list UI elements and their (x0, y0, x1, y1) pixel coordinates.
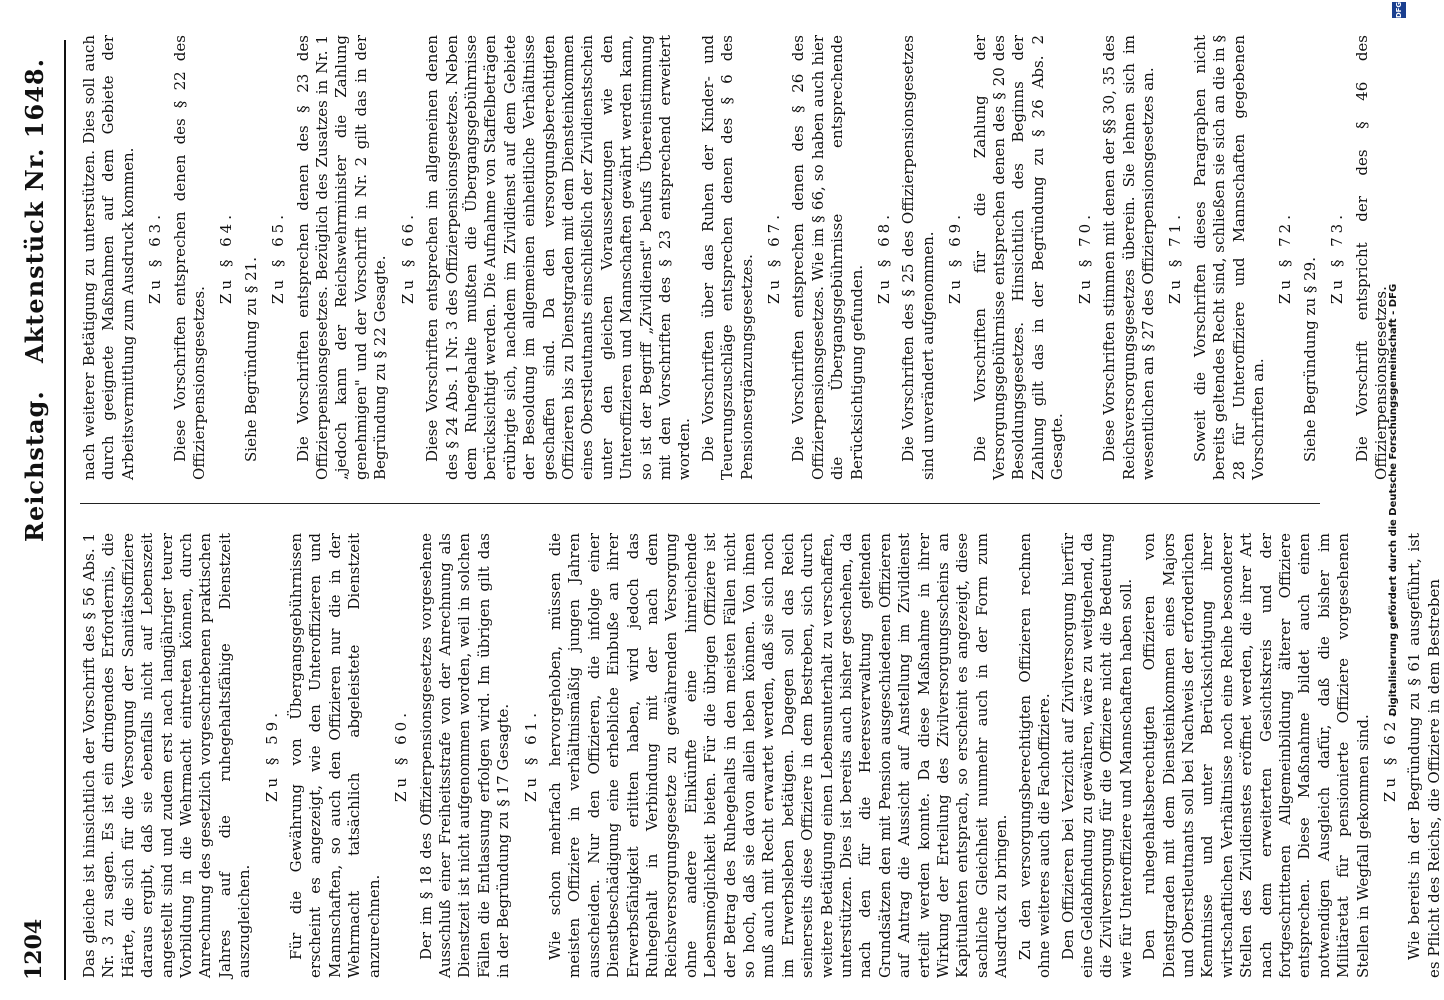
body-paragraph: Diese Vorschriften stimmen mit denen der §§ 30, 35 des Reichsversorgungsgesetzes überein. Sie lehnen sich im wesentlichen an § 27 des Offizierpensionsgesetzes an. (1100, 35, 1157, 480)
body-paragraph: Soweit die Vorschriften dieses Paragraphen nicht bereits geltendes Recht sind, schließen sie sich an die in § 28 für Unteroffiziere und Mannschaften gegebenen Vorschriften an. (1190, 35, 1267, 480)
dfg-logo: DFG (1392, 2, 1406, 18)
body-paragraph: Diese Vorschriften entsprechen denen des § 22 des Offizierpensionsgesetzes. (170, 35, 209, 480)
body-paragraph: Die Vorschrift entspricht der des § 46 des Offizierpensionsgesetzes. (1352, 35, 1390, 480)
section-heading: Zu § 61. (521, 709, 540, 802)
body-paragraph: Die Vorschriften für die Zahlung der Versorgungsgebührnisse entsprechen denen des § 20 des Besoldungsgesetzes. Hinsichtlich des Beginns der Zahlung gilt das in der Begründung zu § 26 Abs. 2 Gesagte. (970, 35, 1067, 480)
section-heading: Zu § 70. (1075, 211, 1094, 304)
body-paragraph: Zu den versorgungsberechtigten Offizieren rechnen ohne weiteres auch die Fachoffiziere. (1015, 533, 1054, 978)
body-paragraph: Die Vorschriften des § 25 des Offizierpensionsgesetzes sind unverändert aufgenommen. (899, 35, 937, 480)
section-heading: Zu § 72. (1276, 211, 1295, 304)
page-header (4, 40, 66, 980)
body-paragraph: Den Offizieren bei Verzicht auf Zivilversorgung hierfür eine Geldabfindung zu gewähren, wäre zu weitgehend, da die Zivilversorgung für die Offiziere nicht die Bedeutung wie für Unteroffiziere und Mannschaften haben soll. (1058, 533, 1135, 978)
body-paragraph: Wie schon mehrfach hervorgehoben, müssen die meisten Offiziere in verhältnismäßig jungen Jahren ausscheiden. Nur den Offizieren, die infolge einer Dienstbeschädigung eine erhebliche Einbuße an ihrer Erwerbsfähigkeit erlitten haben, wird jedoch das Ruhegehalt in Verbindung mit der nach dem Reichsversorgungsgesetze zu gewährenden Versorgung ohne andere Einkünfte eine hinreichende Lebensmöglichkeit bieten. Für die übrigen Offiziere ist der Betrag des Ruhegehalts in den meisten Fällen nicht so hoch, daß sie davon allein leben können. Von ihnen muß auch mit Recht erwartet werden, daß sie sich noch im Erwerbsleben betätigen. Dagegen soll das Reich seinerseits diese Offiziere in dem Bestreben, sich durch weitere Betätigung einen Lebensunterhalt zu verschaffen, unterstützen. Dies ist bereits auch bisher geschehen, da nach den für die Heeresverwaltung geltenden Grundsätzen den mit Pension ausgeschiedenen Offizieren auf Antrag die Aussicht auf Anstellung im Zivildienst erteilt werden konnte. Da diese Maßnahme in ihrer Wirkung der Erteilung des Zivilversorgungsscheins an Kapitulanten entsprach, so erscheint es angezeigt, diese sachliche Gleichheit nunmehr auch in der Form zum Ausdruck zu bringen. (545, 533, 1011, 978)
section-heading: Zu § 64. (217, 211, 236, 304)
body-paragraph: Die Vorschriften entsprechen denen des § 23 des Offizierpensionsgesetzes. Bezüglich des Zusatzes in Nr. 1 „jedoch kann der Reichswehrminister die Zahlung genehmigen" und der Vorschrift in Nr. 2 gilt das in der Begründung zu § 22 Gesagte. (293, 35, 390, 480)
left-text-column (80, 533, 1443, 978)
body-paragraph: Siehe Begründung zu § 21. (241, 257, 260, 462)
section-heading: Zu § 69. (946, 211, 965, 304)
right-text-column (80, 35, 1390, 480)
section-heading: Zu § 71. (1166, 211, 1185, 304)
body-paragraph: Wie bereits in der Begründung zu § 61 ausgeführt, ist es Pflicht des Reichs, die Offiziere in dem Bestreben (1405, 533, 1443, 978)
body-paragraph: Diese Vorschriften entsprechen im allgemeinen denen des § 24 Abs. 1 Nr. 3 des Offizierpensionsgesetzes. Neben dem Ruhegehalte mußten die Übergangsgebührnisse berücksichtigt werden. Die Aufnahme von Staffelbeträgen erübrigte sich, nachdem im Zivildienst auf dem Gebiete der Besoldung im allgemeinen einheitliche Verhältnisse geschaffen sind. Da den versorgungsberechtigten Offizieren bis zu Dienstgraden mit dem Diensteinkommen eines Oberstleutnants einschließlich der Zivildienstschein unter den gleichen Voraussetzungen wie den Unteroffizieren und Mannschaften gewährt werden kann, so ist der Begriff „Zivildienst" behufs Übereinstimmung mit den Vorschriften des § 23 entsprechend erweitert worden. (423, 35, 694, 480)
page-number: 1204 (21, 918, 47, 980)
section-heading: Zu § 73. (1328, 211, 1347, 304)
chamber-title: Reichstag. (19, 390, 49, 542)
body-paragraph: Den ruhegehaltsberechtigten Offizieren von Dienstgraden mit dem Diensteinkommen eines Majors und Oberstleutnants soll bei Nachweis der erforderlichen Kenntnisse und unter Berücksichtigung ihrer wirtschaftlichen Verhältnisse noch eine Reihe besonderer Stellen des Zivildienstes eröffnet werden, die ihrer Art nach dem erweiterten Gesichtskreis und der fortgeschrittenen Allgemeinbildung älterer Offiziere entsprechen. Diese Maßnahme bildet auch einen notwendigen Ausgleich dafür, daß die bisher im Militäretat für pensionierte Offiziere vorgesehenen Stellen in Wegfall gekommen sind. (1140, 533, 1372, 978)
running-head (20, 40, 49, 542)
section-heading: Zu § 60. (392, 709, 411, 802)
body-paragraph: Für die Gewährung von Übergangsgebührnissen erscheint es angezeigt, wie den Unteroffizieren und Mannschaften, so auch den Offizieren nur die in der Wehrmacht tatsächlich abgeleistete Dienstzeit anzurechnen. (287, 533, 383, 978)
body-paragraph: nach weiterer Betätigung zu unterstützen. Dies soll auch durch geeignete Maßnahmen auf dem Gebiete der Arbeitsvermittlung zum Ausdruck kommen. (80, 35, 137, 480)
body-paragraph: Siehe Begründung zu § 29. (1300, 257, 1319, 462)
section-heading: Zu § 66. (398, 211, 417, 304)
column-divider (80, 503, 1320, 504)
section-heading: Zu § 67. (765, 211, 783, 304)
body-paragraph: Die Vorschriften über das Ruhen der Kinder- und Teuerungszuschläge entsprechen denen des § 6 des Pensionsergänzungsgesetzes. (698, 35, 756, 480)
section-heading: Zu § 63. (146, 211, 165, 304)
section-heading: Zu § 65. (269, 211, 288, 304)
body-paragraph: Der im § 18 des Offizierpensionsgesetzes vorgesehene Ausschluß einer Freiheitsstrafe von der Anrechnung als Dienstzeit ist nicht aufgenommen worden, weil in solchen Fällen die Entlassung erfolgen wird. Im übrigen gilt das in der Begründung zu § 17 Gesagte. (416, 533, 513, 978)
section-heading: Zu § 62. (1381, 709, 1399, 802)
document-number: Aktenstück Nr. 1648. (19, 58, 49, 363)
section-heading: Zu § 68. (875, 211, 894, 304)
body-paragraph: Das gleiche ist hinsichtlich der Vorschrift des § 56 Abs. 1 Nr. 3 zu sagen. Es ist ein dringendes Erfordernis, die Härte, die sich für die Versorgung der Sanitätsoffiziere daraus ergibt, daß sie ebenfalls nicht auf Lebenszeit angestellt sind und zudem erst nach langjähriger teurer Vorbildung in die Wehrmacht eintreten können, durch Anrechnung des gesetzlich vorgeschriebenen praktischen Jahres auf die ruhegehaltsfähige Dienstzeit auszugleichen. (80, 533, 254, 978)
digitization-note: Digitalisierung gefördert durch die Deutsche Forschungsgemeinschaft - DFG (1388, 283, 1399, 717)
section-heading: Zu § 59. (262, 709, 281, 802)
body-paragraph: Die Vorschriften entsprechen denen des § 26 des Offizierpensionsgesetzes. Wie im § 66, so haben auch hier die Übergangsgebührnisse entsprechende Berücksichtigung gefunden. (789, 35, 866, 480)
